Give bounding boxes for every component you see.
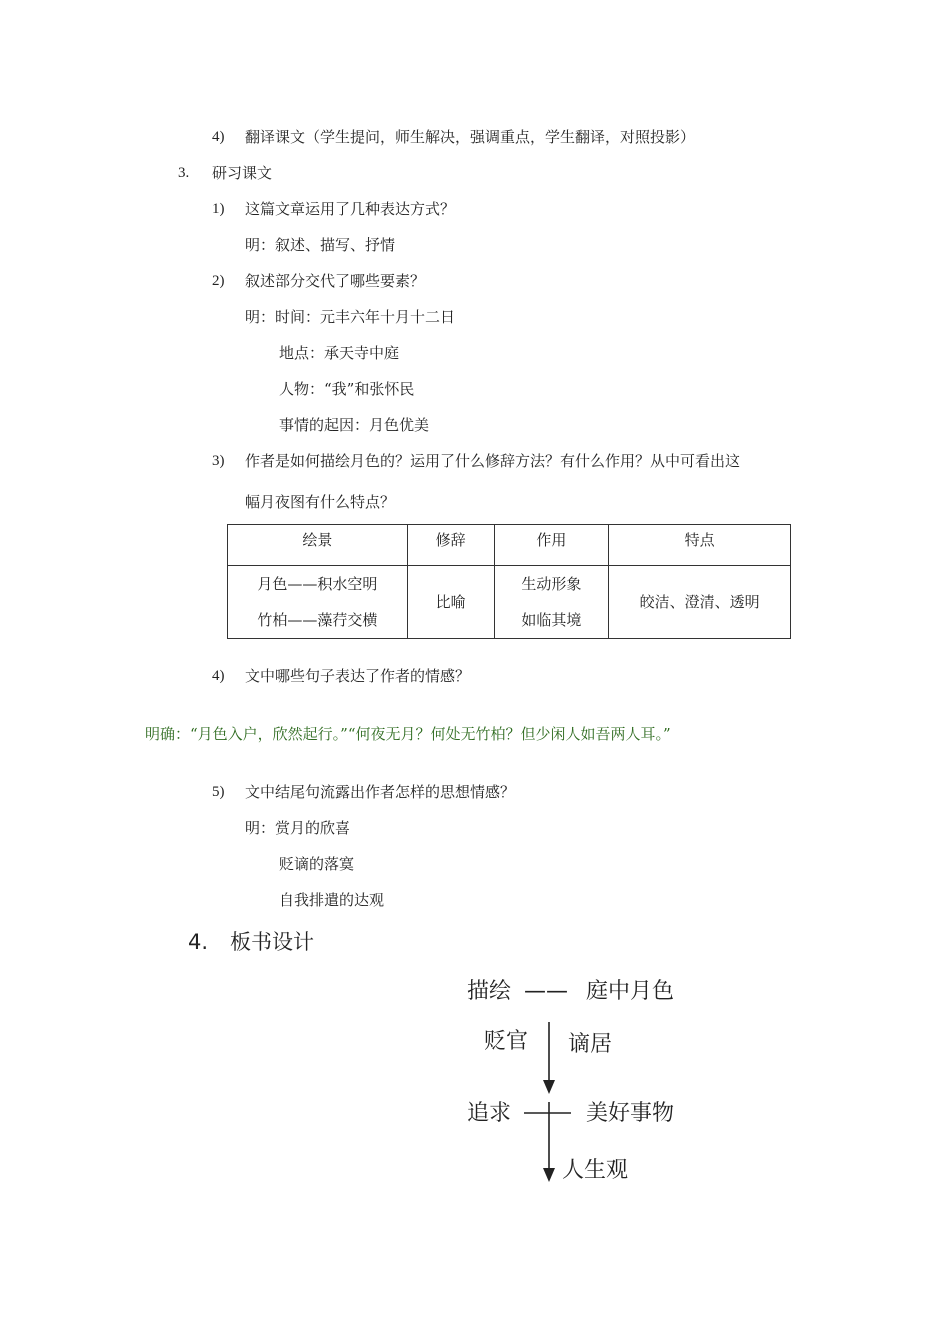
section-number: 4.: [188, 930, 209, 954]
effect-line: 生动形象: [521, 575, 582, 593]
question-text: 这篇文章运用了几种表达方式？: [245, 200, 456, 218]
answer-text: 事情的起因：月色优美: [279, 416, 430, 434]
item-text: 翻译课文（学生提问，师生解决，强调重点，学生翻译，对照投影）: [245, 128, 696, 146]
question-text: 作者是如何描绘月色的？运用了什么修辞方法？有什么作用？从中可看出这: [245, 452, 741, 470]
answer-highlight: 明确：“月色入户，欣然起行。”“何夜无月？何处无竹柏？但少闲人如吾两人耳。”: [145, 725, 671, 743]
question-text: 文中哪些句子表达了作者的情感？: [245, 667, 471, 685]
table-header-cell: 特点: [609, 525, 791, 566]
answer-text: 明：时间：元丰六年十月十二日: [245, 308, 456, 326]
answer-text: 自我排遣的达观: [279, 891, 385, 909]
board-text: 谪居: [568, 1032, 613, 1057]
scene-line: 月色——积水空明: [257, 575, 378, 593]
table-header-cell: 修辞: [407, 525, 494, 566]
down-arrow-icon: [543, 1168, 555, 1182]
section-title: 研习课文: [212, 164, 273, 182]
question-text-continued: 幅月夜图有什么特点？: [245, 493, 396, 511]
answer-text: 地点：承天寺中庭: [279, 344, 400, 362]
scene-line: 竹柏——藻荇交横: [257, 611, 378, 629]
question-number: 3): [212, 453, 225, 469]
answer-text: 明：赏月的欣喜: [245, 819, 351, 837]
board-text: 贬官: [484, 1029, 529, 1054]
board-text: 追求: [467, 1101, 512, 1126]
answer-text: 贬谪的落寞: [279, 855, 355, 873]
section-number: 3.: [178, 165, 190, 181]
table-header-cell: 绘景: [228, 525, 408, 566]
table-cell-rhetoric: 比喻: [407, 566, 494, 639]
table-header-cell: 作用: [494, 525, 609, 566]
section-title: 板书设计: [230, 930, 314, 954]
effect-line: 如临其境: [521, 611, 582, 629]
board-text: 描绘: [467, 979, 512, 1004]
question-number: 4): [212, 668, 225, 684]
board-text: 人生观: [562, 1158, 629, 1183]
item-number: 4): [212, 129, 225, 145]
board-dash: ——: [524, 979, 568, 1004]
question-text: 叙述部分交代了哪些要素？: [245, 272, 426, 290]
answer-text: 明：叙述、描写、抒情: [245, 236, 396, 254]
table-cell-feature: 皎洁、澄清、透明: [609, 566, 791, 639]
answer-text: 人物：“我”和张怀民: [279, 380, 415, 398]
down-arrow-icon: [543, 1080, 555, 1094]
board-text: 美好事物: [586, 1101, 675, 1126]
board-text: 庭中月色: [586, 979, 675, 1004]
question-number: 5): [212, 784, 225, 800]
question-number: 1): [212, 201, 225, 217]
question-number: 2): [212, 273, 225, 289]
question-text: 文中结尾句流露出作者怎样的思想情感？: [245, 783, 516, 801]
